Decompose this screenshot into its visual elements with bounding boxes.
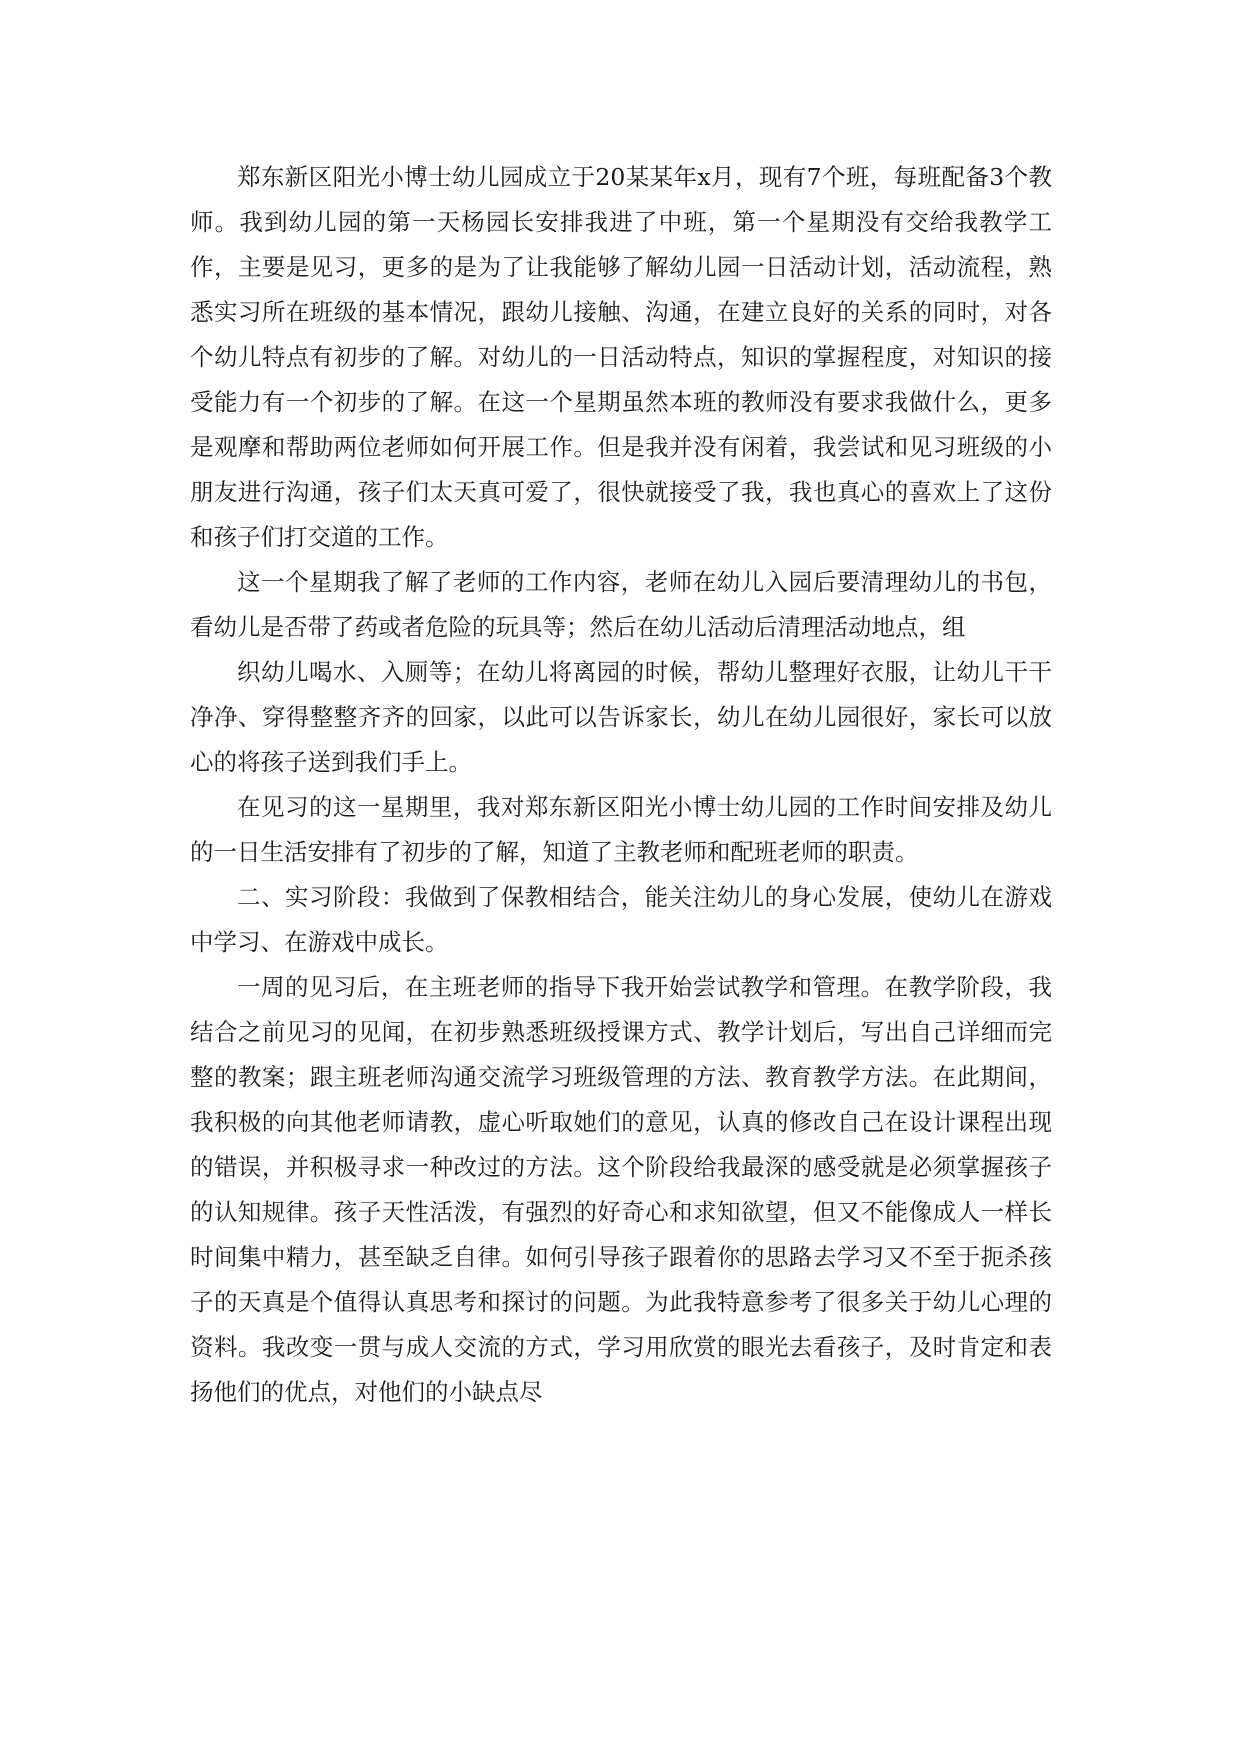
paragraph-internship-stage-heading: 二、实习阶段：我做到了保教相结合，能关注幼儿的身心发展，使幼儿在游戏中学习、在游戏中成长。: [190, 883, 1052, 956]
paragraph-observation-week: 在见习的这一星期里，我对郑东新区阳光小博士幼儿园的工作时间安排及幼儿的一日生活安排有了初步的了解，知道了主教老师和配班老师的职责。: [190, 793, 1052, 866]
paragraph-kindergarten-intro: 郑东新区阳光小博士幼儿园成立于20某某年x月，现有7个班，每班配备3个教师。我到幼儿园的第一天杨园长安排我进了中班，第一个星期没有交给我教学工作，主要是见习，更多的是为了让我能够了解幼儿园一日活动计划，活动流程，熟悉实习所在班级的基本情况，跟幼儿接触、沟通，在建立良好的关系的同时，对各个幼儿特点有初步的了解。对幼儿的一日活动特点，知识的掌握程度，对知识的接受能力有一个初步的了解。在这一个星期虽然本班的教师没有要求我做什么，更多是观摩和帮助两位老师如何开展工作。但是我并没有闲着，我尝试和见习班级的小朋友进行沟通，孩子们太天真可爱了，很快就接受了我，我也真心的喜欢上了这份和孩子们打交道的工作。: [190, 163, 1052, 551]
paragraph-teaching-practice: 一周的见习后，在主班老师的指导下我开始尝试教学和管理。在教学阶段，我结合之前见习的见闻，在初步熟悉班级授课方式、教学计划后，写出自己详细而完整的教案；跟主班老师沟通交流学习班级管理的方法、教育教学方法。在此期间，我积极的向其他老师请教，虚心听取她们的意见，认真的修改自己在设计课程出现的错误，并积极寻求一种改过的方法。这个阶段给我最深的感受就是必须掌握孩子的认知规律。孩子天性活泼，有强烈的好奇心和求知欲望，但又不能像成人一样长时间集中精力，甚至缺乏自律。如何引导孩子跟着你的思路去学习又不至于扼杀孩子的天真是个值得认真思考和探讨的问题。为此我特意参考了很多关于幼儿心理的资料。我改变一贯与成人交流的方式，学习用欣赏的眼光去看孩子，及时肯定和表扬他们的优点，对他们的小缺点尽: [190, 973, 1052, 1406]
document-body: [190, 155, 1052, 1415]
paragraph-teacher-duties: 这一个星期我了解了老师的工作内容，老师在幼儿入园后要清理幼儿的书包，看幼儿是否带了药或者危险的玩具等；然后在幼儿活动后清理活动地点，组: [190, 568, 1052, 641]
paragraph-organize-children: 织幼儿喝水、入厕等；在幼儿将离园的时候，帮幼儿整理好衣服，让幼儿干干净净、穿得整整齐齐的回家，以此可以告诉家长，幼儿在幼儿园很好，家长可以放心的将孩子送到我们手上。: [190, 658, 1052, 776]
